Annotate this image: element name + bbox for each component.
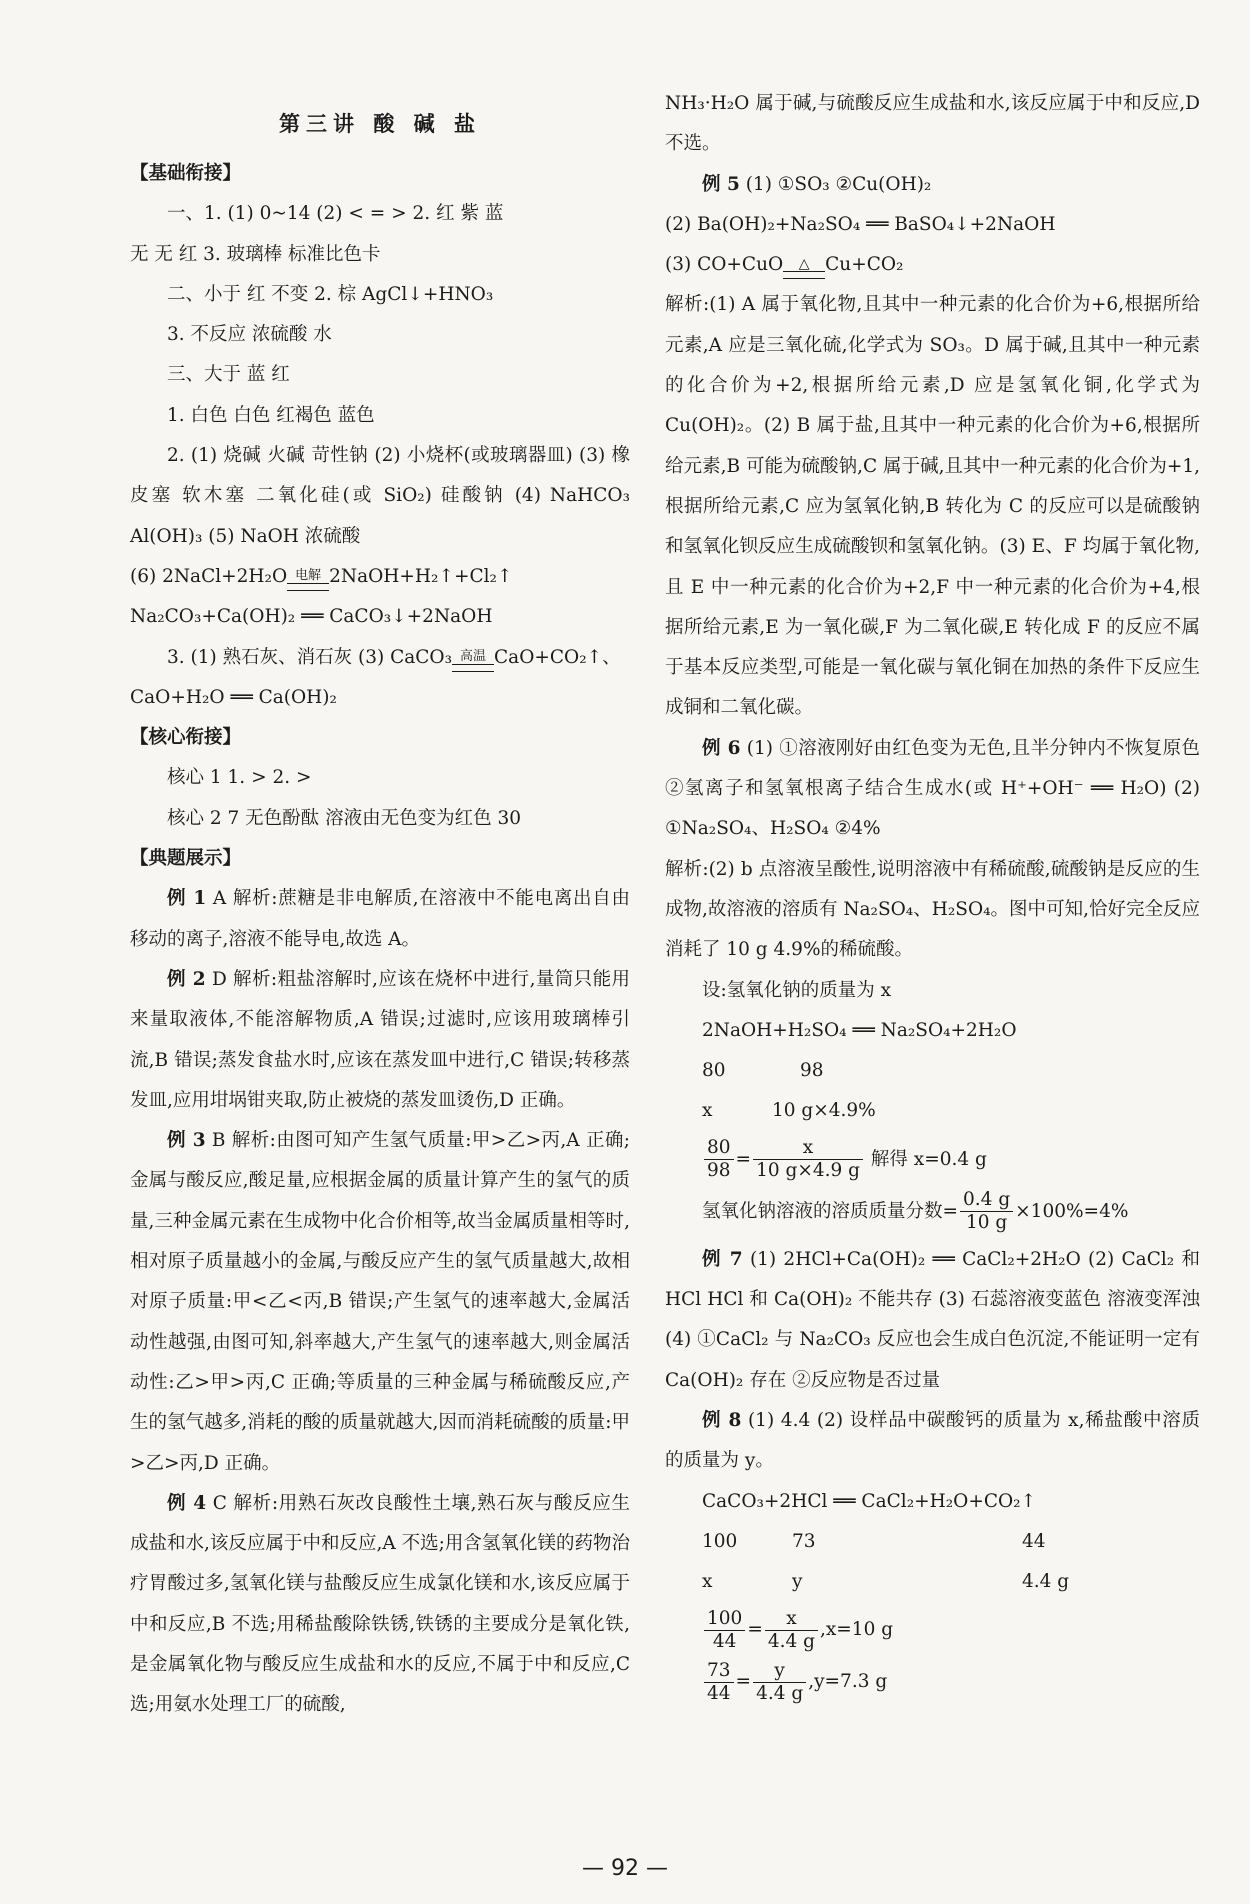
example-1: 例 1 A 解析:蔗糖是非电解质,在溶液中不能电离出自由移动的离子,溶液不能导电,故选 A。 [130, 888, 630, 950]
basic-2b: 3. 不反应 浓硫酸 水 [167, 324, 332, 346]
basic-6: (6) 2NaCl+2H₂O 电解 2NaOH+H₂↑+Cl₂↑ [130, 557, 630, 597]
basic-7: Na₂CO₃+Ca(OH)₂ ══ CaCO₃↓+2NaOH [130, 606, 493, 628]
example-8-solve-x: $\frac{100}{44}$ = $\frac{x}{4.4 g}$ ,x=10 g [665, 1606, 1200, 1654]
page-number: — 92 — [582, 1856, 668, 1881]
basic-5: 2. (1) 烧碱 火碱 苛性钠 (2) 小烧杯(或玻璃器皿) (3) 橡皮塞 软木塞 二氧化硅(或 SiO₂) 硅酸钠 (4) NaHCO₃ Al(OH)₃ (5) NaOH 浓硫酸 [130, 445, 630, 547]
example-6-result: 氢氧化钠溶液的溶质质量分数= $\frac{0.4 g}{10 g}$ ×100%=4% [702, 1189, 1129, 1234]
example-5-1: 例 5 (1) ①SO₃ ②Cu(OH)₂ [702, 173, 932, 195]
example-8-solve-y: $\frac{73}{44}$ = $\frac{y}{4.4 g}$ ,y=7.3 g [665, 1658, 1200, 1706]
example-6-masses: 80 98 [702, 1060, 824, 1082]
section-core: 【核心衔接】 [130, 727, 242, 749]
example-4-continued: NH₃·H₂O 属于碱,与硫酸反应生成盐和水,该反应属于中和反应,D 不选。 [665, 93, 1200, 155]
basic-4: 1. 白色 白色 红褐色 蓝色 [167, 404, 375, 426]
example-3: 例 3 B 解析:由图可知产生氢气质量:甲>乙>丙,A 正确;金属与酸反应,酸足量,应根据金属的质量计算产生的氢气的质量,三种金属元素在生成物中化合价相等,故当金属质量相等时,相对原子质量越小的金属,与酸反应产生的氢气质量越大,故相对原子质量:甲<乙<丙,B 错误;产生氢气的速率越大,金属活动性越强,由图可知,斜率越大,产生氢气的速率越大,则金属活动性:乙>甲>丙,C 正确;等质量的三种金属与稀硫酸反应,产生的氢气越多,消耗的酸的质量就越大,因而消耗硫酸的质量:甲>乙>丙,D 正确。 [130, 1130, 630, 1474]
example-6-equation: 2NaOH+H₂SO₄ ══ Na₂SO₄+2H₂O [702, 1019, 1017, 1041]
example-2: 例 2 D 解析:粗盐溶解时,应该在烧杯中进行,量筒只能用来量取液体,不能溶解物质,A 错误;过滤时,应该用玻璃棒引流,B 错误;蒸发食盐水时,应该在蒸发皿中进行,C 错误;转移蒸发皿,应用坩埚钳夹取,防止被烧的蒸发皿烫伤,D 正确。 [130, 968, 630, 1111]
example-8: 例 8 (1) 4.4 (2) 设样品中碳酸钙的质量为 x,稀盐酸中溶质的质量为 y。 [665, 1409, 1200, 1472]
example-5-3: (3) CO+CuO △ Cu+CO₂ [665, 245, 1200, 285]
example-5-2: (2) Ba(OH)₂+Na₂SO₄ ══ BaSO₄↓+2NaOH [665, 213, 1056, 235]
basic-8: 3. (1) 熟石灰、消石灰 (3) CaCO₃ 高温 CaO+CO₂↑、 [130, 638, 630, 678]
example-6-analysis: 解析:(2) b 点溶液呈酸性,说明溶液中有稀硫酸,硫酸钠是反应的生成物,故溶液的溶质有 Na₂SO₄、H₂SO₄。图中可知,恰好完全反应消耗了 10 g 4.9%的稀硫酸。 [665, 858, 1200, 961]
example-6-set: 设:氢氧化钠的质量为 x [702, 979, 892, 1001]
core-1: 核心 1 1. > 2. > [167, 767, 312, 789]
example-8-equation: CaCO₃+2HCl ══ CaCl₂+H₂O+CO₂↑ [702, 1490, 1037, 1512]
example-6-proportion: $\frac{80}{98}$ = $\frac{x}{10 g\times 4.9 g}$ 解得 x=0.4 g [665, 1136, 1200, 1184]
section-basic: 【基础衔接】 [130, 163, 242, 184]
example-6-values: x 10 g×4.9% [702, 1100, 876, 1122]
basic-9: CaO+H₂O ══ Ca(OH)₂ [130, 686, 337, 708]
basic-1a: 一、1. (1) 0~14 (2) < = > 2. 红 紫 蓝 [167, 203, 504, 225]
example-7: 例 7 (1) 2HCl+Ca(OH)₂ ══ CaCl₂+2H₂O (2) CaCl₂ 和 HCl HCl 和 Ca(OH)₂ 不能共存 (3) 石蕊溶液变蓝色 溶液变浑浊 (4) ①CaCl₂ 与 Na₂CO₃ 反应也会生成白色沉淀,不能证明一定有 Ca(OH)₂ 存在 ②反应物是否过量 [665, 1248, 1200, 1391]
page-title: 第三讲 酸 碱 盐 [279, 111, 481, 136]
basic-1b: 无 无 红 3. 玻璃棒 标准比色卡 [130, 243, 381, 265]
example-6: 例 6 (1) ①溶液刚好由红色变为无色,且半分钟内不恢复原色 ②氢离子和氢氧根离子结合生成水(或 H⁺+OH⁻ ══ H₂O) (2) ①Na₂SO₄、H₂SO₄ ②4% [665, 737, 1200, 840]
example-5-analysis: 解析:(1) A 属于氧化物,且其中一种元素的化合价为+6,根据所给元素,A 应是三氧化硫,化学式为 SO₃。D 属于碱,且其中一种元素的化合价为+2,根据所给元素,D 应是氢氧化铜,化学式为 Cu(OH)₂。(2) B 属于盐,且其中一种元素的化合价为+6,根据所给元素,B 可能为硫酸钠,C 属于碱,且其中一种元素的化合价为+1,根据所给元素,C 应为氢氧化钠,B 转化为 C 的反应可以是硫酸钠和氢氧化钡反应生成硫酸钡和氢氧化钠。(3) E、F 均属于氧化物,且 E 中一种元素的化合价为+2,F 中一种元素的化合价为+4,根据所给元素,E 为一氧化碳,F 为二氧化碳,E 转化成 F 的反应不属于基本反应类型,可能是一氧化碳与氧化铜在加热的条件下反应生成铜和二氧化碳。 [665, 294, 1200, 719]
example-8-masses: 100 73 44 [702, 1530, 1046, 1552]
example-4: 例 4 C 解析:用熟石灰改良酸性土壤,熟石灰与酸反应生成盐和水,该反应属于中和反应,A 不选;用含氢氧化镁的药物治疗胃酸过多,氢氧化镁与盐酸反应生成氯化镁和水,该反应属于中和反应,B 不选;用稀盐酸除铁锈,铁锈的主要成分是氧化铁,是金属氧化物与酸反应生成盐和水的反应,不属于中和反应,C 选;用氨水处理工厂的硫酸, [130, 1492, 630, 1716]
left-column [130, 96, 630, 1726]
section-examples: 【典题展示】 [130, 848, 242, 870]
right-column [665, 84, 1200, 1710]
core-2: 核心 2 7 无色酚酞 溶液由无色变为红色 30 [167, 807, 521, 829]
basic-2a: 二、小于 红 不变 2. 棕 AgCl↓+HNO₃ [167, 283, 494, 305]
basic-3: 三、大于 蓝 红 [167, 364, 290, 386]
example-8-values: x y 4.4 g [702, 1571, 1070, 1593]
